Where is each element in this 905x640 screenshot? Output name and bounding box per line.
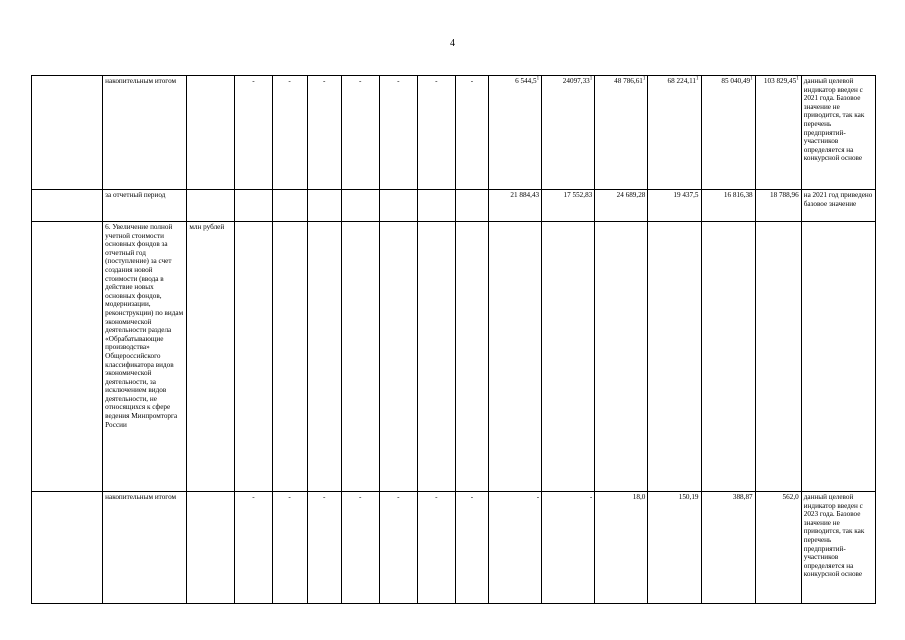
row-label: за отчетный период — [103, 190, 187, 222]
footnote-mark: 1 — [642, 76, 646, 82]
value-cell — [595, 492, 648, 604]
footnote-mark: 1 — [536, 76, 540, 82]
value-text: 24097,33 — [562, 77, 590, 85]
value-text: 19 437,5 — [673, 191, 699, 199]
table-row — [32, 190, 876, 222]
year-cell — [235, 190, 272, 222]
row-label: 6. Увеличение полной учетной стоимости основных фондов за отчетный год (поступление) за счет создания новой стоимости (ввода в действие новых основных фондов, модернизации, реконструкции) по видам экономической деятельности раздела «Обрабатывающие производства» Общероссийского классификатора видов экономической деятельности, за исключением видов деятельности, не относящихся к сфере ведения Минпромторга России — [103, 222, 187, 492]
value-cell — [648, 76, 701, 190]
value-text: 388,87 — [732, 493, 753, 501]
row-unit: млн рублей — [187, 222, 235, 492]
row-label: накопительным итогом — [103, 492, 187, 604]
year-cell: - — [379, 492, 417, 604]
year-cell: - — [417, 76, 455, 190]
year-cell — [307, 222, 341, 492]
row-empty-cell — [32, 190, 103, 222]
value-text: 68 224,11 — [667, 77, 696, 85]
row-unit — [187, 190, 235, 222]
value-text: 18 788,96 — [769, 191, 799, 199]
value-cell — [542, 492, 595, 604]
year-cell: - — [272, 76, 307, 190]
row-label: накопительным итогом — [103, 76, 187, 190]
year-cell — [235, 222, 272, 492]
value-cell — [701, 76, 755, 190]
year-cell: - — [307, 76, 341, 190]
value-cell — [489, 76, 542, 190]
value-text: 24 689,28 — [616, 191, 646, 199]
row-empty-cell — [32, 222, 103, 492]
year-cell — [341, 222, 379, 492]
value-cell — [648, 492, 701, 604]
table-row — [32, 222, 876, 492]
year-cell: - — [307, 492, 341, 604]
year-cell — [272, 190, 307, 222]
table-row — [32, 492, 876, 604]
value-cell — [701, 190, 755, 222]
year-cell: - — [341, 76, 379, 190]
value-cell — [755, 222, 801, 492]
value-cell — [755, 76, 801, 190]
year-cell: - — [341, 492, 379, 604]
row-unit — [187, 76, 235, 190]
value-text: 21 884,43 — [510, 191, 540, 199]
indicator-table — [31, 75, 876, 604]
value-text: - — [589, 493, 593, 501]
year-cell — [341, 190, 379, 222]
row-unit — [187, 492, 235, 604]
row-note: данный целевой индикатор введен с 2023 года. Базовое значение не приводится, так как перечень предприятий-участников определяется на конкурсной основе — [801, 492, 875, 604]
value-cell — [595, 222, 648, 492]
year-cell — [307, 190, 341, 222]
footnote-mark: 1 — [696, 76, 699, 82]
footnote-mark: 1 — [589, 76, 593, 82]
value-text: 16 816,38 — [723, 191, 753, 199]
footnote-mark: 1 — [750, 76, 753, 82]
value-text: 85 040,49 — [721, 77, 751, 85]
value-cell — [595, 190, 648, 222]
year-cell: - — [235, 492, 272, 604]
year-cell: - — [235, 76, 272, 190]
value-cell — [595, 76, 648, 190]
value-cell — [755, 190, 801, 222]
page-number: 4 — [450, 38, 455, 49]
year-cell: - — [417, 492, 455, 604]
value-cell — [542, 76, 595, 190]
row-empty-cell — [32, 492, 103, 604]
value-text: 18,0 — [632, 493, 646, 501]
year-cell — [417, 222, 455, 492]
footnote-mark: 1 — [796, 76, 799, 82]
value-cell — [648, 190, 701, 222]
year-cell — [272, 222, 307, 492]
table-row — [32, 76, 876, 190]
year-cell: - — [272, 492, 307, 604]
year-cell: - — [455, 492, 488, 604]
row-note — [801, 222, 875, 492]
value-cell — [701, 222, 755, 492]
row-empty-cell — [32, 76, 103, 190]
value-cell — [489, 492, 542, 604]
value-text: - — [536, 493, 540, 501]
year-cell: - — [455, 76, 488, 190]
value-text: 17 552,83 — [563, 191, 593, 199]
value-cell — [542, 222, 595, 492]
value-text: 6 544,5 — [515, 77, 537, 85]
value-text: 48 786,61 — [614, 77, 643, 85]
value-cell — [701, 492, 755, 604]
row-note: данный целевой индикатор введен с 2021 года. Базовое значение не приводится, так как перечень предприятий-участников определяется на конкурсной основе — [801, 76, 875, 190]
value-cell — [755, 492, 801, 604]
value-cell — [489, 222, 542, 492]
value-cell — [542, 190, 595, 222]
value-cell — [489, 190, 542, 222]
value-cell — [648, 222, 701, 492]
value-text: 103 829,45 — [763, 77, 797, 85]
year-cell — [379, 222, 417, 492]
year-cell — [455, 190, 488, 222]
row-note: на 2021 год приведено базовое значение — [801, 190, 875, 222]
year-cell: - — [379, 76, 417, 190]
year-cell — [455, 222, 488, 492]
year-cell — [417, 190, 455, 222]
value-text: 562,0 — [782, 493, 799, 501]
value-text: 150,19 — [678, 493, 699, 501]
year-cell — [379, 190, 417, 222]
